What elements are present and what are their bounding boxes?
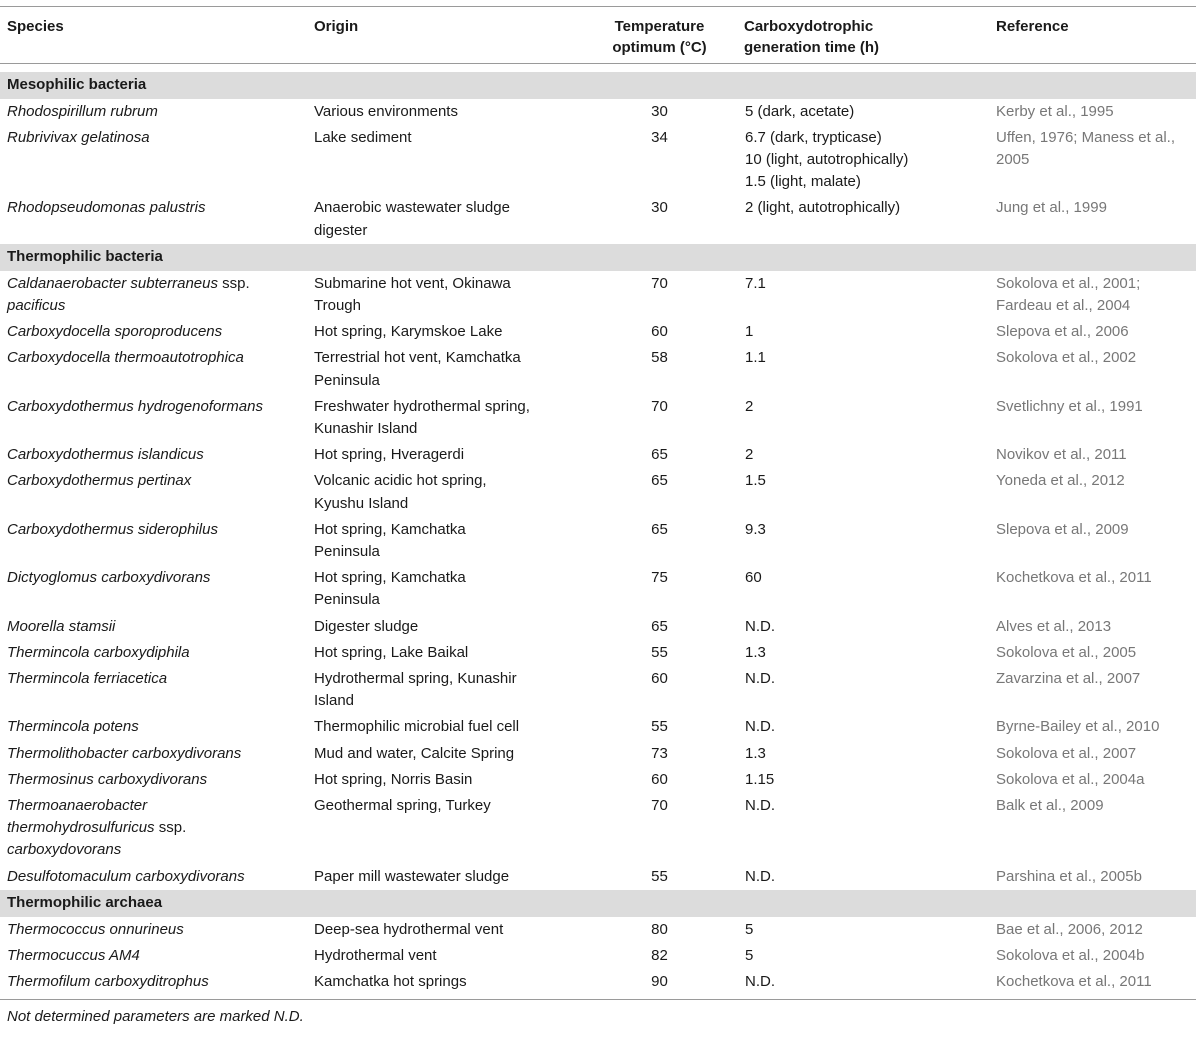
species-cell (0, 442, 307, 468)
reference-cell (989, 195, 1196, 243)
reference-cell-line: Fardeau et al., 2004 (996, 296, 1131, 314)
reference-cell-line: Alves et al., 2013 (996, 617, 1112, 635)
reference-cell (989, 319, 1196, 345)
reference-cell-line: Yoneda et al., 2012 (996, 472, 1125, 490)
header-temperature-line1: Temperature (614, 18, 705, 35)
temperature-cell: 75 (651, 569, 668, 587)
temperature-cell: 73 (651, 744, 668, 762)
origin-cell-line: Various environments (314, 102, 458, 120)
table-row (0, 969, 1196, 1000)
section-header-row (0, 244, 1196, 271)
generation-time-cell-line: 2 (745, 397, 754, 415)
origin-cell (307, 666, 581, 714)
origin-cell-line: Terrestrial hot vent, Kamchatka (314, 349, 521, 367)
table-row (0, 714, 1196, 740)
section-title: Thermophilic bacteria (0, 244, 1196, 271)
temperature-cell: 90 (651, 973, 668, 991)
generation-time-cell-line: 1.5 (745, 472, 766, 490)
generation-time-cell-line: 7.1 (745, 274, 766, 292)
reference-cell-line: Sokolova et al., 2001; (996, 274, 1141, 292)
generation-time-cell-line: 5 (745, 920, 754, 938)
species-cell-line: Thermofilum carboxyditrophus (7, 973, 209, 991)
origin-cell (307, 271, 581, 319)
reference-cell (989, 442, 1196, 468)
species-cell (0, 394, 307, 442)
species-cell-line: Thermincola carboxydiphila (7, 643, 190, 661)
reference-cell-line: Sokolova et al., 2004b (996, 947, 1145, 964)
generation-time-cell-line: 5 (dark, acetate) (745, 102, 855, 120)
reference-cell-line: Kerby et al., 1995 (996, 102, 1114, 120)
reference-cell-line: Sokolova et al., 2004a (996, 770, 1145, 788)
species-cell-line: Carboxydocella sporoproducens (7, 323, 223, 341)
generation-time-cell (737, 969, 989, 1000)
generation-time-cell (737, 345, 989, 393)
origin-cell (307, 614, 581, 640)
header-temperature-line2: optimum (°C) (612, 39, 707, 56)
temperature-cell: 30 (651, 199, 668, 217)
species-cell-line: Thermocuccus AM4 (7, 947, 140, 964)
section-title: Mesophilic bacteria (0, 72, 1196, 99)
origin-cell-line: Thermophilic microbial fuel cell (314, 718, 520, 736)
species-cell-line: Desulfotomaculum carboxydivorans (7, 867, 245, 885)
generation-time-cell-line: 9.3 (745, 520, 766, 538)
generation-time-cell-line: 2 (745, 446, 754, 464)
origin-cell (307, 517, 581, 565)
reference-cell-line: Novikov et al., 2011 (996, 446, 1127, 464)
generation-time-cell (737, 917, 989, 943)
reference-cell (989, 943, 1196, 969)
species-cell-line: Rhodopseudomonas palustris (7, 199, 206, 217)
table-row (0, 767, 1196, 793)
temperature-cell: 34 (651, 128, 668, 146)
generation-time-cell (737, 99, 989, 125)
reference-cell (989, 793, 1196, 864)
species-cell (0, 614, 307, 640)
generation-time-cell-line: 1.1 (745, 349, 766, 367)
origin-cell (307, 793, 581, 864)
table-row (0, 614, 1196, 640)
table-row (0, 565, 1196, 613)
origin-cell-line: Kamchatka hot springs (314, 973, 467, 991)
origin-cell-line: Hot spring, Norris Basin (314, 770, 473, 788)
generation-time-cell (737, 125, 989, 196)
origin-cell-line: Kyushu Island (314, 494, 409, 512)
origin-cell-line: Anaerobic wastewater sludge (314, 199, 510, 217)
table-row (0, 793, 1196, 864)
temperature-cell: 82 (651, 947, 668, 964)
subspecies-abbrev: ssp. (158, 819, 187, 837)
reference-cell-line: Kochetkova et al., 2011 (996, 569, 1152, 587)
reference-cell-line: Svetlichny et al., 1991 (996, 397, 1143, 415)
generation-time-cell-line: 1.15 (745, 770, 775, 788)
section-header-row (0, 890, 1196, 917)
reference-cell-line: Parshina et al., 2005b (996, 867, 1142, 885)
temperature-cell: 60 (651, 323, 668, 341)
reference-cell-line: 2005 (996, 150, 1030, 168)
table-row (0, 468, 1196, 516)
temperature-cell: 58 (651, 349, 668, 367)
origin-cell (307, 714, 581, 740)
section-title: Thermophilic archaea (0, 890, 1196, 917)
reference-cell (989, 345, 1196, 393)
generation-time-cell-line: 6.7 (dark, trypticase) (745, 128, 882, 146)
origin-cell-line: Volcanic acidic hot spring, (314, 472, 487, 490)
species-cell-line: Carboxydothermus siderophilus (7, 520, 218, 538)
reference-cell (989, 394, 1196, 442)
species-cell (0, 943, 307, 969)
origin-cell (307, 195, 581, 243)
generation-time-cell-line: N.D. (745, 867, 775, 885)
table-row (0, 319, 1196, 345)
origin-cell-line: Island (314, 692, 355, 710)
species-cell (0, 714, 307, 740)
species-cell (0, 345, 307, 393)
origin-cell-line: Peninsula (314, 542, 380, 560)
species-cell (0, 195, 307, 243)
species-cell-line: Rhodospirillum rubrum (7, 102, 158, 120)
footnote: Not determined parameters are marked N.D. (7, 1008, 304, 1026)
reference-cell (989, 125, 1196, 196)
header-generation-time (737, 7, 989, 63)
species-cell-line: Carboxydothermus pertinax (7, 472, 192, 490)
species-cell (0, 99, 307, 125)
table-row (0, 666, 1196, 714)
reference-cell (989, 517, 1196, 565)
origin-cell-line: digester (314, 221, 368, 239)
generation-time-cell-line: N.D. (745, 973, 775, 991)
species-cell (0, 969, 307, 1000)
temperature-cell: 60 (651, 770, 668, 788)
generation-time-cell-line: 10 (light, autotrophically) (745, 150, 909, 168)
origin-cell-line: Hot spring, Lake Baikal (314, 643, 469, 661)
header-spacer (0, 63, 1196, 72)
temperature-cell: 60 (651, 669, 668, 687)
header-generation-line1: Carboxydotrophic (744, 18, 874, 35)
reference-cell-line: Sokolova et al., 2005 (996, 643, 1137, 661)
origin-cell (307, 565, 581, 613)
origin-cell (307, 767, 581, 793)
species-cell (0, 917, 307, 943)
temperature-cell: 70 (651, 796, 668, 814)
table-row (0, 345, 1196, 393)
origin-cell-line: Peninsula (314, 371, 380, 389)
generation-time-cell-line: N.D. (745, 796, 775, 814)
generation-time-cell (737, 394, 989, 442)
origin-cell-line: Digester sludge (314, 617, 419, 635)
temperature-cell: 65 (651, 446, 668, 464)
origin-cell (307, 640, 581, 666)
origin-cell-line: Hot spring, Kamchatka (314, 520, 466, 538)
origin-cell (307, 943, 581, 969)
reference-cell-line: Kochetkova et al., 2011 (996, 973, 1152, 991)
generation-time-cell (737, 767, 989, 793)
origin-cell-line: Hydrothermal spring, Kunashir (314, 669, 517, 687)
generation-time-cell-line: 60 (745, 569, 762, 587)
species-cell-line: Carboxydothermus hydrogenoformans (7, 397, 263, 415)
reference-cell (989, 468, 1196, 516)
table-row (0, 864, 1196, 890)
origin-cell (307, 468, 581, 516)
reference-cell-line: Sokolova et al., 2007 (996, 744, 1137, 762)
species-cell (0, 864, 307, 890)
origin-cell-line: Freshwater hydrothermal spring, (314, 397, 530, 415)
species-cell-line: Carboxydothermus islandicus (7, 446, 204, 464)
temperature-cell: 55 (651, 867, 668, 885)
table-row (0, 917, 1196, 943)
temperature-cell: 65 (651, 472, 668, 490)
origin-cell-line: Geothermal spring, Turkey (314, 796, 491, 814)
reference-cell (989, 99, 1196, 125)
origin-cell-line: Deep-sea hydrothermal vent (314, 920, 504, 938)
origin-cell (307, 319, 581, 345)
generation-time-cell-line: 1.5 (light, malate) (745, 173, 861, 191)
reference-cell-line: Jung et al., 1999 (996, 199, 1107, 217)
origin-cell-line: Mud and water, Calcite Spring (314, 744, 515, 762)
temperature-cell: 80 (651, 920, 668, 938)
reference-cell (989, 271, 1196, 319)
origin-cell (307, 864, 581, 890)
species-cell-line: pacificus (7, 296, 66, 314)
reference-cell (989, 917, 1196, 943)
species-table (0, 7, 1196, 1029)
table-row (0, 195, 1196, 243)
reference-cell (989, 741, 1196, 767)
generation-time-cell (737, 666, 989, 714)
table-body (0, 63, 1196, 1000)
species-cell-line: Dictyoglomus carboxydivorans (7, 569, 211, 587)
reference-cell (989, 640, 1196, 666)
origin-cell-line: Kunashir Island (314, 419, 418, 437)
subspecies-abbrev: ssp. (222, 274, 250, 292)
table-row (0, 125, 1196, 196)
species-cell (0, 741, 307, 767)
origin-cell (307, 125, 581, 196)
temperature-cell: 65 (651, 617, 668, 635)
species-cell (0, 319, 307, 345)
table-row (0, 442, 1196, 468)
species-cell (0, 517, 307, 565)
species-cell (0, 565, 307, 613)
reference-cell-line: Uffen, 1976; Maness et al., (996, 128, 1175, 146)
generation-time-cell (737, 614, 989, 640)
reference-cell (989, 565, 1196, 613)
origin-cell (307, 917, 581, 943)
header-species: Species (7, 18, 64, 35)
generation-time-cell (737, 714, 989, 740)
table-row (0, 943, 1196, 969)
origin-cell-line: Peninsula (314, 591, 380, 609)
temperature-cell: 70 (651, 397, 668, 415)
species-cell-line: Thermincola potens (7, 718, 139, 736)
species-cell (0, 468, 307, 516)
origin-cell (307, 394, 581, 442)
species-cell-line: Thermosinus carboxydivorans (7, 770, 208, 788)
reference-cell-line: Zavarzina et al., 2007 (996, 669, 1141, 687)
origin-cell (307, 345, 581, 393)
table-row (0, 271, 1196, 319)
header-temperature (581, 7, 737, 63)
generation-time-cell (737, 319, 989, 345)
header-origin: Origin (314, 18, 359, 35)
table-row (0, 741, 1196, 767)
temperature-cell: 65 (651, 520, 668, 538)
species-cell-line: Carboxydocella thermoautotrophica (7, 349, 244, 367)
species-cell-line: Caldanaerobacter subterraneus ssp. (7, 274, 250, 292)
reference-cell (989, 666, 1196, 714)
species-cell (0, 271, 307, 319)
origin-cell-line: Hot spring, Karymskoe Lake (314, 323, 503, 341)
generation-time-cell (737, 741, 989, 767)
species-cell (0, 767, 307, 793)
reference-cell-line: Sokolova et al., 2002 (996, 349, 1137, 367)
generation-time-cell (737, 943, 989, 969)
header-generation-line2: generation time (h) (744, 39, 880, 56)
generation-time-cell (737, 565, 989, 613)
generation-time-cell (737, 271, 989, 319)
generation-time-cell-line: 2 (light, autotrophically) (745, 199, 901, 217)
reference-cell-line: Slepova et al., 2006 (996, 323, 1129, 341)
generation-time-cell-line: 1.3 (745, 744, 766, 762)
temperature-cell: 70 (651, 274, 668, 292)
generation-time-cell-line: N.D. (745, 669, 775, 687)
origin-cell-line: Lake sediment (314, 128, 412, 146)
temperature-cell: 30 (651, 102, 668, 120)
header-row (0, 7, 1196, 63)
origin-cell (307, 442, 581, 468)
origin-cell (307, 969, 581, 1000)
species-cell-line: thermohydrosulfuricus ssp. (7, 819, 187, 837)
reference-cell (989, 969, 1196, 1000)
header-reference: Reference (996, 18, 1069, 35)
reference-cell (989, 767, 1196, 793)
origin-cell-line: Submarine hot vent, Okinawa (314, 274, 511, 292)
generation-time-cell-line: 1 (745, 323, 754, 341)
temperature-cell: 55 (651, 718, 668, 736)
species-cell-line: Rubrivivax gelatinosa (7, 128, 150, 146)
species-cell (0, 666, 307, 714)
reference-cell (989, 714, 1196, 740)
generation-time-cell (737, 864, 989, 890)
section-header-row (0, 72, 1196, 99)
generation-time-cell-line: N.D. (745, 617, 775, 635)
temperature-cell: 55 (651, 643, 668, 661)
footnote-row (0, 1000, 1196, 1029)
table-row (0, 394, 1196, 442)
generation-time-cell-line: 1.3 (745, 643, 766, 661)
origin-cell (307, 741, 581, 767)
generation-time-cell (737, 442, 989, 468)
species-cell-line: carboxydovorans (7, 841, 122, 859)
origin-cell (307, 99, 581, 125)
species-cell-line: Thermococcus onnurineus (7, 920, 184, 938)
species-cell-line: Thermincola ferriacetica (7, 669, 168, 687)
table-row (0, 517, 1196, 565)
generation-time-cell (737, 195, 989, 243)
generation-time-cell (737, 517, 989, 565)
reference-cell-line: Byrne-Bailey et al., 2010 (996, 718, 1160, 736)
reference-cell-line: Bae et al., 2006, 2012 (996, 920, 1143, 938)
generation-time-cell (737, 793, 989, 864)
origin-cell-line: Hot spring, Kamchatka (314, 569, 466, 587)
reference-cell-line: Balk et al., 2009 (996, 796, 1104, 814)
generation-time-cell-line: N.D. (745, 718, 775, 736)
reference-cell (989, 614, 1196, 640)
origin-cell-line: Hydrothermal vent (314, 947, 437, 964)
table-row (0, 99, 1196, 125)
origin-cell-line: Trough (314, 296, 361, 314)
origin-cell-line: Paper mill wastewater sludge (314, 867, 510, 885)
table-row (0, 640, 1196, 666)
generation-time-cell (737, 468, 989, 516)
reference-cell (989, 864, 1196, 890)
species-cell-line: Moorella stamsii (7, 617, 116, 635)
species-cell (0, 793, 307, 864)
generation-time-cell-line: 5 (745, 947, 754, 964)
species-cell (0, 125, 307, 196)
species-cell-line: Thermoanaerobacter (7, 796, 148, 814)
origin-cell-line: Hot spring, Hveragerdi (314, 446, 465, 464)
reference-cell-line: Slepova et al., 2009 (996, 520, 1129, 538)
generation-time-cell (737, 640, 989, 666)
species-cell-line: Thermolithobacter carboxydivorans (7, 744, 242, 762)
species-cell (0, 640, 307, 666)
